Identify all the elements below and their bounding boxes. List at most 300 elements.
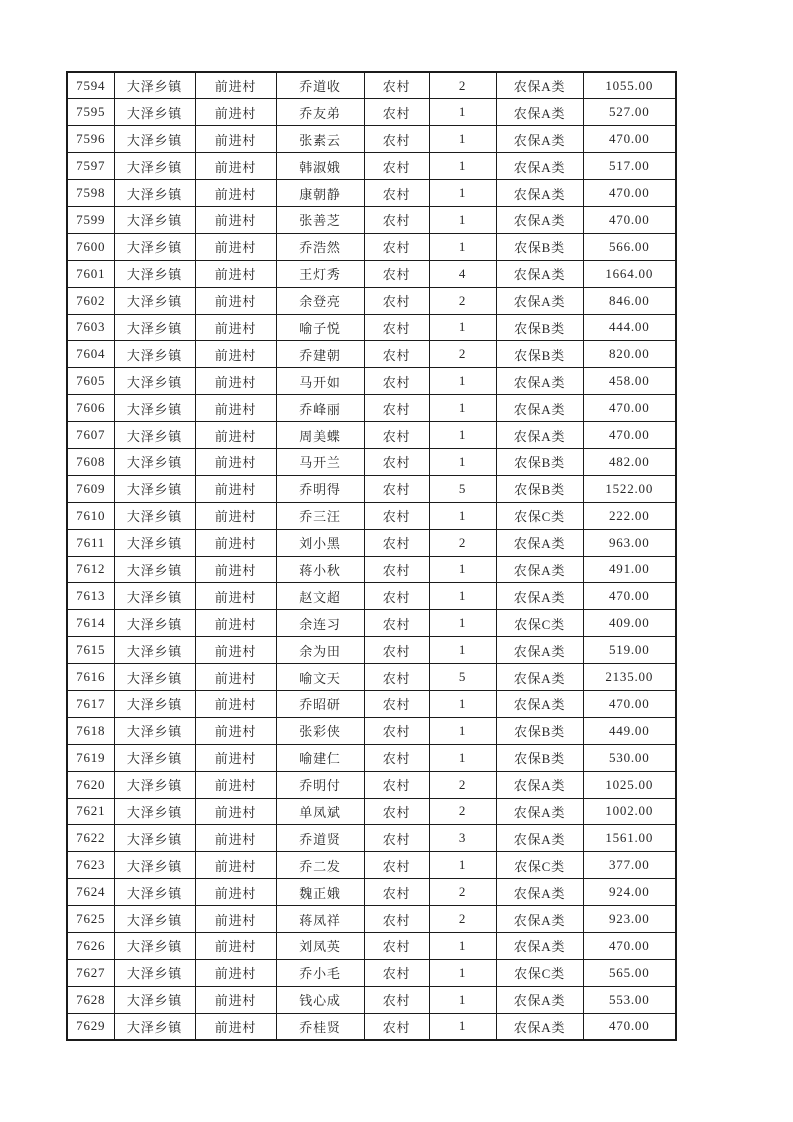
village: 前进村 — [195, 341, 276, 368]
person-count: 1 — [429, 502, 496, 529]
amount: 470.00 — [583, 126, 676, 153]
village: 前进村 — [195, 529, 276, 556]
village: 前进村 — [195, 959, 276, 986]
household-type: 农村 — [364, 368, 429, 395]
table-row — [67, 72, 676, 99]
amount: 470.00 — [583, 690, 676, 717]
insurance-category: 农保A类 — [496, 825, 583, 852]
record-id: 7612 — [67, 556, 114, 583]
amount: 482.00 — [583, 448, 676, 475]
household-type: 农村 — [364, 395, 429, 422]
insurance-category: 农保C类 — [496, 852, 583, 879]
person-name: 乔道收 — [276, 72, 364, 99]
insurance-category: 农保A类 — [496, 395, 583, 422]
village: 前进村 — [195, 1013, 276, 1040]
village: 前进村 — [195, 153, 276, 180]
record-id: 7623 — [67, 852, 114, 879]
person-name: 张善芝 — [276, 206, 364, 233]
village: 前进村 — [195, 717, 276, 744]
amount: 470.00 — [583, 583, 676, 610]
person-count: 2 — [429, 287, 496, 314]
town: 大泽乡镇 — [114, 637, 195, 664]
village: 前进村 — [195, 690, 276, 717]
table-row — [67, 395, 676, 422]
town: 大泽乡镇 — [114, 153, 195, 180]
amount: 377.00 — [583, 852, 676, 879]
person-count: 3 — [429, 825, 496, 852]
person-count: 2 — [429, 798, 496, 825]
person-count: 1 — [429, 153, 496, 180]
person-name: 乔三汪 — [276, 502, 364, 529]
record-id: 7609 — [67, 475, 114, 502]
person-count: 5 — [429, 475, 496, 502]
village: 前进村 — [195, 126, 276, 153]
household-type: 农村 — [364, 986, 429, 1013]
record-id: 7599 — [67, 206, 114, 233]
insurance-category: 农保A类 — [496, 637, 583, 664]
household-type: 农村 — [364, 422, 429, 449]
household-type: 农村 — [364, 502, 429, 529]
village: 前进村 — [195, 395, 276, 422]
town: 大泽乡镇 — [114, 395, 195, 422]
town: 大泽乡镇 — [114, 233, 195, 260]
village: 前进村 — [195, 771, 276, 798]
person-name: 张素云 — [276, 126, 364, 153]
insurance-category: 农保A类 — [496, 771, 583, 798]
amount: 553.00 — [583, 986, 676, 1013]
amount: 820.00 — [583, 341, 676, 368]
town: 大泽乡镇 — [114, 206, 195, 233]
person-count: 2 — [429, 341, 496, 368]
insurance-category: 农保A类 — [496, 206, 583, 233]
household-type: 农村 — [364, 1013, 429, 1040]
person-count: 1 — [429, 744, 496, 771]
village: 前进村 — [195, 986, 276, 1013]
town: 大泽乡镇 — [114, 99, 195, 126]
person-name: 乔建朝 — [276, 341, 364, 368]
person-name: 乔桂贤 — [276, 1013, 364, 1040]
household-type: 农村 — [364, 448, 429, 475]
household-type: 农村 — [364, 717, 429, 744]
insurance-category: 农保A类 — [496, 72, 583, 99]
table-row — [67, 986, 676, 1013]
table-row — [67, 260, 676, 287]
person-name: 余为田 — [276, 637, 364, 664]
household-type: 农村 — [364, 475, 429, 502]
household-type: 农村 — [364, 744, 429, 771]
amount: 470.00 — [583, 1013, 676, 1040]
record-id: 7605 — [67, 368, 114, 395]
person-count: 1 — [429, 395, 496, 422]
record-id: 7594 — [67, 72, 114, 99]
records-table — [66, 71, 677, 1041]
household-type: 农村 — [364, 314, 429, 341]
table-row — [67, 852, 676, 879]
amount: 530.00 — [583, 744, 676, 771]
insurance-category: 农保A类 — [496, 153, 583, 180]
household-type: 农村 — [364, 637, 429, 664]
person-count: 1 — [429, 99, 496, 126]
table-row — [67, 99, 676, 126]
insurance-category: 农保C类 — [496, 610, 583, 637]
table-row — [67, 637, 676, 664]
record-id: 7604 — [67, 341, 114, 368]
village: 前进村 — [195, 368, 276, 395]
insurance-category: 农保A类 — [496, 933, 583, 960]
insurance-category: 农保B类 — [496, 233, 583, 260]
village: 前进村 — [195, 933, 276, 960]
village: 前进村 — [195, 583, 276, 610]
household-type: 农村 — [364, 341, 429, 368]
table-row — [67, 798, 676, 825]
person-count: 2 — [429, 529, 496, 556]
village: 前进村 — [195, 744, 276, 771]
table-row — [67, 529, 676, 556]
town: 大泽乡镇 — [114, 475, 195, 502]
table-row — [67, 690, 676, 717]
record-id: 7616 — [67, 664, 114, 691]
record-id: 7613 — [67, 583, 114, 610]
person-count: 1 — [429, 717, 496, 744]
person-name: 乔昭研 — [276, 690, 364, 717]
town: 大泽乡镇 — [114, 771, 195, 798]
table-row — [67, 959, 676, 986]
household-type: 农村 — [364, 126, 429, 153]
person-name: 余登亮 — [276, 287, 364, 314]
insurance-category: 农保A类 — [496, 260, 583, 287]
amount: 527.00 — [583, 99, 676, 126]
insurance-category: 农保B类 — [496, 717, 583, 744]
record-id: 7620 — [67, 771, 114, 798]
person-count: 1 — [429, 933, 496, 960]
amount: 1002.00 — [583, 798, 676, 825]
person-count: 1 — [429, 556, 496, 583]
person-count: 1 — [429, 126, 496, 153]
town: 大泽乡镇 — [114, 879, 195, 906]
insurance-category: 农保A类 — [496, 583, 583, 610]
table-row — [67, 717, 676, 744]
person-name: 刘小黑 — [276, 529, 364, 556]
insurance-category: 农保A类 — [496, 422, 583, 449]
insurance-category: 农保B类 — [496, 475, 583, 502]
town: 大泽乡镇 — [114, 583, 195, 610]
person-name: 钱心成 — [276, 986, 364, 1013]
table-row — [67, 287, 676, 314]
person-name: 乔峰丽 — [276, 395, 364, 422]
person-name: 乔浩然 — [276, 233, 364, 260]
village: 前进村 — [195, 879, 276, 906]
insurance-category: 农保B类 — [496, 314, 583, 341]
record-id: 7602 — [67, 287, 114, 314]
amount: 517.00 — [583, 153, 676, 180]
table-row — [67, 180, 676, 207]
amount: 1025.00 — [583, 771, 676, 798]
person-count: 1 — [429, 233, 496, 260]
record-id: 7598 — [67, 180, 114, 207]
person-count: 1 — [429, 422, 496, 449]
table-row — [67, 1013, 676, 1040]
table-row — [67, 314, 676, 341]
village: 前进村 — [195, 798, 276, 825]
record-id: 7614 — [67, 610, 114, 637]
amount: 2135.00 — [583, 664, 676, 691]
insurance-category: 农保A类 — [496, 368, 583, 395]
amount: 458.00 — [583, 368, 676, 395]
town: 大泽乡镇 — [114, 72, 195, 99]
table-row — [67, 825, 676, 852]
amount: 566.00 — [583, 233, 676, 260]
insurance-category: 农保A类 — [496, 798, 583, 825]
person-name: 蒋凤祥 — [276, 906, 364, 933]
town: 大泽乡镇 — [114, 959, 195, 986]
household-type: 农村 — [364, 852, 429, 879]
person-count: 1 — [429, 583, 496, 610]
record-id: 7622 — [67, 825, 114, 852]
amount: 409.00 — [583, 610, 676, 637]
village: 前进村 — [195, 448, 276, 475]
household-type: 农村 — [364, 906, 429, 933]
person-name: 魏正娥 — [276, 879, 364, 906]
person-count: 1 — [429, 448, 496, 475]
record-id: 7627 — [67, 959, 114, 986]
table-row — [67, 153, 676, 180]
village: 前进村 — [195, 852, 276, 879]
amount: 222.00 — [583, 502, 676, 529]
record-id: 7628 — [67, 986, 114, 1013]
village: 前进村 — [195, 664, 276, 691]
village: 前进村 — [195, 72, 276, 99]
village: 前进村 — [195, 99, 276, 126]
record-id: 7615 — [67, 637, 114, 664]
record-id: 7617 — [67, 690, 114, 717]
table-row — [67, 664, 676, 691]
record-id: 7595 — [67, 99, 114, 126]
household-type: 农村 — [364, 690, 429, 717]
person-name: 乔明付 — [276, 771, 364, 798]
record-id: 7601 — [67, 260, 114, 287]
town: 大泽乡镇 — [114, 341, 195, 368]
person-name: 蒋小秋 — [276, 556, 364, 583]
person-count: 5 — [429, 664, 496, 691]
record-id: 7596 — [67, 126, 114, 153]
town: 大泽乡镇 — [114, 314, 195, 341]
amount: 449.00 — [583, 717, 676, 744]
insurance-category: 农保A类 — [496, 906, 583, 933]
person-count: 1 — [429, 986, 496, 1013]
insurance-category: 农保A类 — [496, 664, 583, 691]
person-count: 1 — [429, 314, 496, 341]
insurance-category: 农保B类 — [496, 448, 583, 475]
village: 前进村 — [195, 556, 276, 583]
person-count: 1 — [429, 959, 496, 986]
record-id: 7629 — [67, 1013, 114, 1040]
town: 大泽乡镇 — [114, 798, 195, 825]
insurance-category: 农保A类 — [496, 287, 583, 314]
insurance-category: 农保A类 — [496, 986, 583, 1013]
person-name: 乔明得 — [276, 475, 364, 502]
amount: 470.00 — [583, 422, 676, 449]
insurance-category: 农保C类 — [496, 959, 583, 986]
town: 大泽乡镇 — [114, 368, 195, 395]
village: 前进村 — [195, 610, 276, 637]
household-type: 农村 — [364, 153, 429, 180]
record-id: 7606 — [67, 395, 114, 422]
record-id: 7600 — [67, 233, 114, 260]
record-id: 7626 — [67, 933, 114, 960]
record-id: 7607 — [67, 422, 114, 449]
person-name: 刘凤英 — [276, 933, 364, 960]
person-count: 1 — [429, 1013, 496, 1040]
insurance-category: 农保A类 — [496, 180, 583, 207]
town: 大泽乡镇 — [114, 556, 195, 583]
record-id: 7603 — [67, 314, 114, 341]
person-name: 喻子悦 — [276, 314, 364, 341]
person-name: 乔友弟 — [276, 99, 364, 126]
town: 大泽乡镇 — [114, 825, 195, 852]
record-id: 7619 — [67, 744, 114, 771]
village: 前进村 — [195, 314, 276, 341]
household-type: 农村 — [364, 99, 429, 126]
village: 前进村 — [195, 233, 276, 260]
table-row — [67, 879, 676, 906]
insurance-category: 农保A类 — [496, 126, 583, 153]
table-row — [67, 422, 676, 449]
person-name: 康朝静 — [276, 180, 364, 207]
town: 大泽乡镇 — [114, 287, 195, 314]
insurance-category: 农保B类 — [496, 341, 583, 368]
town: 大泽乡镇 — [114, 744, 195, 771]
town: 大泽乡镇 — [114, 933, 195, 960]
record-id: 7618 — [67, 717, 114, 744]
person-count: 2 — [429, 72, 496, 99]
person-name: 王灯秀 — [276, 260, 364, 287]
household-type: 农村 — [364, 825, 429, 852]
table-row — [67, 610, 676, 637]
amount: 565.00 — [583, 959, 676, 986]
table-row — [67, 556, 676, 583]
table-row — [67, 502, 676, 529]
town: 大泽乡镇 — [114, 529, 195, 556]
person-count: 2 — [429, 906, 496, 933]
amount: 470.00 — [583, 395, 676, 422]
amount: 444.00 — [583, 314, 676, 341]
table-row — [67, 341, 676, 368]
village: 前进村 — [195, 825, 276, 852]
person-count: 2 — [429, 879, 496, 906]
person-count: 1 — [429, 368, 496, 395]
town: 大泽乡镇 — [114, 986, 195, 1013]
person-name: 马开如 — [276, 368, 364, 395]
insurance-category: 农保B类 — [496, 744, 583, 771]
town: 大泽乡镇 — [114, 852, 195, 879]
amount: 519.00 — [583, 637, 676, 664]
household-type: 农村 — [364, 556, 429, 583]
person-name: 乔小毛 — [276, 959, 364, 986]
household-type: 农村 — [364, 879, 429, 906]
records-table-body — [67, 72, 676, 1040]
town: 大泽乡镇 — [114, 906, 195, 933]
household-type: 农村 — [364, 233, 429, 260]
table-row — [67, 475, 676, 502]
table-row — [67, 233, 676, 260]
record-id: 7611 — [67, 529, 114, 556]
household-type: 农村 — [364, 933, 429, 960]
village: 前进村 — [195, 287, 276, 314]
table-row — [67, 771, 676, 798]
household-type: 农村 — [364, 260, 429, 287]
town: 大泽乡镇 — [114, 664, 195, 691]
table-row — [67, 583, 676, 610]
town: 大泽乡镇 — [114, 422, 195, 449]
amount: 491.00 — [583, 556, 676, 583]
person-count: 2 — [429, 771, 496, 798]
amount: 924.00 — [583, 879, 676, 906]
town: 大泽乡镇 — [114, 1013, 195, 1040]
town: 大泽乡镇 — [114, 717, 195, 744]
record-id: 7608 — [67, 448, 114, 475]
person-count: 1 — [429, 206, 496, 233]
household-type: 农村 — [364, 583, 429, 610]
person-name: 乔道贤 — [276, 825, 364, 852]
household-type: 农村 — [364, 72, 429, 99]
household-type: 农村 — [364, 798, 429, 825]
household-type: 农村 — [364, 610, 429, 637]
table-row — [67, 368, 676, 395]
household-type: 农村 — [364, 664, 429, 691]
person-name: 马开兰 — [276, 448, 364, 475]
person-name: 韩淑娥 — [276, 153, 364, 180]
person-count: 1 — [429, 690, 496, 717]
household-type: 农村 — [364, 771, 429, 798]
town: 大泽乡镇 — [114, 448, 195, 475]
record-id: 7610 — [67, 502, 114, 529]
record-id: 7625 — [67, 906, 114, 933]
town: 大泽乡镇 — [114, 260, 195, 287]
person-name: 赵文超 — [276, 583, 364, 610]
amount: 1522.00 — [583, 475, 676, 502]
person-count: 4 — [429, 260, 496, 287]
record-id: 7621 — [67, 798, 114, 825]
village: 前进村 — [195, 180, 276, 207]
person-count: 1 — [429, 180, 496, 207]
village: 前进村 — [195, 906, 276, 933]
person-name: 张彩侠 — [276, 717, 364, 744]
table-row — [67, 126, 676, 153]
amount: 1664.00 — [583, 260, 676, 287]
village: 前进村 — [195, 206, 276, 233]
table-row — [67, 744, 676, 771]
table-row — [67, 206, 676, 233]
person-name: 乔二发 — [276, 852, 364, 879]
insurance-category: 农保A类 — [496, 690, 583, 717]
person-count: 1 — [429, 610, 496, 637]
town: 大泽乡镇 — [114, 690, 195, 717]
insurance-category: 农保C类 — [496, 502, 583, 529]
table-row — [67, 906, 676, 933]
amount: 470.00 — [583, 933, 676, 960]
person-count: 1 — [429, 852, 496, 879]
amount: 470.00 — [583, 180, 676, 207]
record-id: 7624 — [67, 879, 114, 906]
village: 前进村 — [195, 475, 276, 502]
household-type: 农村 — [364, 180, 429, 207]
village: 前进村 — [195, 422, 276, 449]
insurance-category: 农保A类 — [496, 556, 583, 583]
amount: 923.00 — [583, 906, 676, 933]
insurance-category: 农保A类 — [496, 879, 583, 906]
village: 前进村 — [195, 637, 276, 664]
insurance-category: 农保A类 — [496, 1013, 583, 1040]
